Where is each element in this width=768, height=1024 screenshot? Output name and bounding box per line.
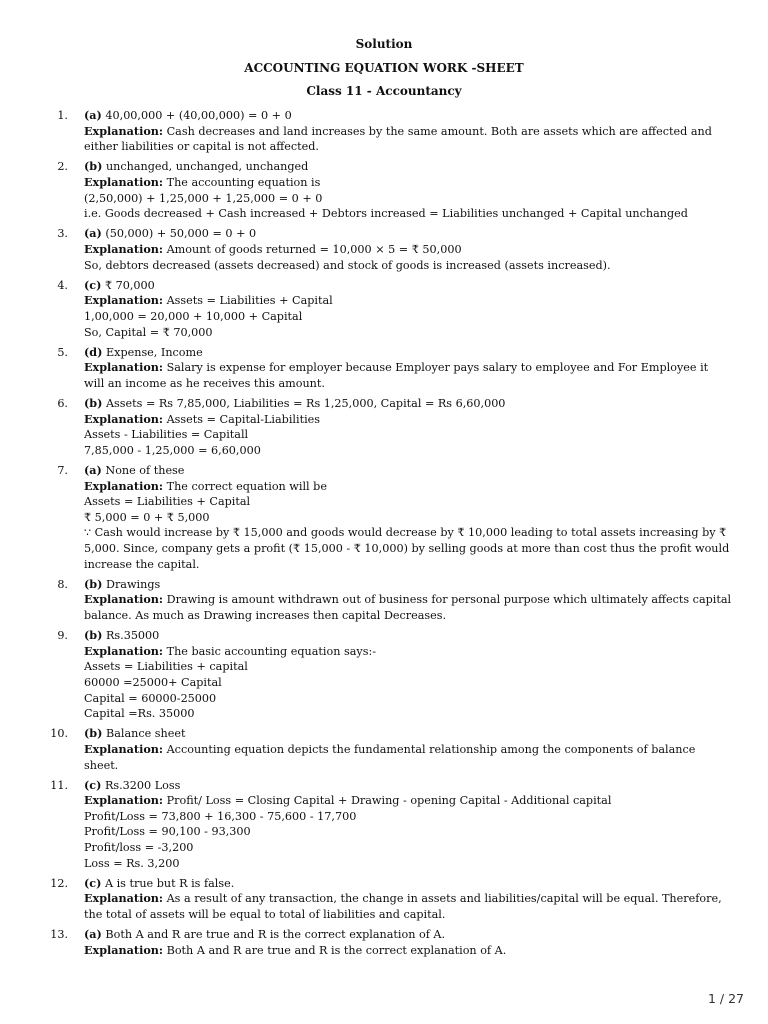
item-number: 9. [57,629,68,643]
explanation-line [84,659,732,675]
bold-label: Explanation: [84,478,164,493]
bold-label: Explanation: [84,360,164,375]
explanation-line [84,856,732,872]
explanation-line [84,443,732,459]
explanation-line [84,175,732,191]
explanation-line [84,840,732,856]
line-text: unchanged, unchanged, unchanged [102,160,309,174]
explanation-line [84,510,732,526]
bold-label: (b) [84,159,103,174]
answer-line [84,726,732,742]
explanation-line [84,191,732,207]
line-text: So, Capital = ₹ 70,000 [84,325,213,339]
bold-label: (a) [84,108,102,122]
explanation-line [84,691,732,707]
line-text: Assets = Liabilities + Capital [84,495,251,509]
answer-line [84,159,732,175]
answer-line [84,778,732,794]
explanation-line [84,891,732,922]
line-text: Assets = Liabilities + capital [84,660,248,674]
line-text: ₹ 70,000 [101,278,155,292]
line-text: Salary is expense for employer because Employer pays salary to employee and For Employee it will an income as he receives this amount. [84,361,709,390]
item-number: 7. [57,464,68,478]
line-text: ∵ Cash would increase by ₹ 15,000 and goods would decrease by ₹ 10,000 leading to total assets increasing by ₹ 5,000. Since, company gets a profit (₹ 15,000 - ₹ 10,000) by selling goods at more than cost thus the profit would increase the capital. [84,526,730,571]
list-item [0,278,768,340]
list-item [0,876,768,923]
line-text: 7,85,000 - 1,25,000 = 6,60,000 [84,443,261,457]
answer-line [84,577,732,593]
bold-label: (b) [84,628,103,643]
line-text: Rs.35000 [102,629,160,643]
answer-line [84,226,732,242]
item-number: 6. [57,397,68,411]
line-text: Capital =Rs. 35000 [84,707,195,721]
line-text: So, debtors decreased (assets decreased) and stock of goods is increased (assets increased). [84,258,611,272]
line-text: i.e. Goods decreased + Cash increased + Debtors increased = Liabilities unchanged + Capital unchanged [84,207,688,221]
explanation-line [84,824,732,840]
list-item [0,577,768,624]
list-item [0,226,768,273]
explanation-line [84,943,732,959]
line-text: ₹ 5,000 = 0 + ₹ 5,000 [84,510,210,524]
bold-label: Explanation: [84,592,164,607]
answer-line [84,396,732,412]
bold-label: (c) [84,277,102,292]
list-item [0,927,768,958]
line-text: 1,00,000 = 20,000 + 10,000 + Capital [84,309,303,323]
line-text: Assets = Rs 7,85,000, Liabilities = Rs 1,25,000, Capital = Rs 6,60,000 [102,397,506,411]
bold-label: Explanation: [84,293,164,308]
explanation-line [84,412,732,428]
bold-label: (b) [84,576,103,591]
bold-label: Explanation: [84,942,164,957]
explanation-line [84,809,732,825]
item-number: 8. [57,577,68,591]
explanation-line [84,793,732,809]
bold-label: Explanation: [84,411,164,426]
line-text: (2,50,000) + 1,25,000 + 1,25,000 = 0 + 0 [84,191,323,205]
line-text: The basic accounting equation says:- [163,644,377,658]
page-number: 1 / 27 [707,991,744,1006]
answer-line [84,628,732,644]
item-number: 1. [57,109,68,122]
explanation-line [84,592,732,623]
bold-label: (b) [84,396,103,411]
answer-line [84,278,732,294]
item-number: 12. [50,876,68,890]
line-text: Assets = Capital-Liabilities [163,412,321,426]
explanation-line [84,242,732,258]
line-text: Rs.3200 Loss [101,778,181,792]
explanation-line [84,293,732,309]
solution-heading: Solution [355,37,413,51]
bold-label: (a) [84,463,102,478]
bold-label: Explanation: [84,741,164,756]
explanation-line [84,706,732,722]
bold-label: (c) [84,875,102,890]
item-number: 5. [57,345,68,359]
explanation-line [84,644,732,660]
answer-line [84,345,732,361]
line-text: Both A and R are true and R is the correct explanation of A. [163,943,507,957]
bold-label: (c) [84,777,102,792]
item-number: 10. [50,727,68,741]
line-text: (50,000) + 50,000 = 0 + 0 [101,227,257,241]
list-item [0,778,768,872]
explanation-line [84,494,732,510]
line-text: Capital = 60000-25000 [84,691,217,705]
explanation-line [84,427,732,443]
line-text: Profit/loss = -3,200 [84,841,194,855]
explanation-line [84,258,732,274]
list-item [0,396,768,458]
bold-label: (d) [84,344,103,359]
explanation-line [84,124,732,155]
bold-label: (a) [84,226,102,241]
item-number: 3. [57,227,68,241]
line-text: Accounting equation depicts the fundamental relationship among the components of balance sheet. [84,742,696,772]
explanation-line [84,525,732,572]
explanation-line [84,325,732,341]
line-text: Both A and R are true and R is the correct explanation of A. [101,928,446,942]
bold-label: Explanation: [84,174,164,189]
bold-label: Explanation: [84,643,164,658]
line-text: 60000 =25000+ Capital [84,675,222,689]
bold-label: Explanation: [84,793,164,808]
line-text: Assets - Liabilities = Capitall [84,428,249,442]
line-text: Balance sheet [102,727,186,741]
line-text: As a result of any transaction, the change in assets and liabilities/capital will be equal. Therefore, the total of assets will be equal to total of liabilities and capital. [84,892,722,922]
list-item [0,628,768,722]
line-text: Profit/Loss = 90,100 - 93,300 [84,825,251,839]
line-text: Drawing is amount withdrawn out of business for personal purpose which ultimately affects capital balance. As much as Drawing increases then capital Decreases. [84,593,732,622]
bold-label: Explanation: [84,241,164,256]
line-text: Expense, Income [102,345,203,359]
list-item [0,159,768,221]
item-number: 13. [50,928,68,942]
line-text: Loss = Rs. 3,200 [84,856,180,870]
answer-line [84,108,732,124]
answer-line [84,927,732,943]
explanation-line [84,309,732,325]
item-number: 11. [50,778,68,792]
line-text: Profit/ Loss = Closing Capital + Drawing - opening Capital - Additional capital [163,794,612,808]
explanation-line [84,742,732,773]
list-item [0,345,768,392]
item-number: 4. [57,278,68,292]
list-item [0,463,768,572]
bold-label: Explanation: [84,891,164,906]
line-text: The accounting equation is [163,175,321,189]
line-text: None of these [101,464,185,478]
line-text: Cash decreases and land increases by the same amount. Both are assets which are affected and either liabilities or capital is not affected. [84,124,712,154]
line-text: Amount of goods returned = 10,000 × 5 = ₹ 50,000 [163,242,462,256]
explanation-line [84,479,732,495]
explanation-line [84,675,732,691]
line-text: 40,00,000 + (40,00,000) = 0 + 0 [101,109,292,122]
item-number: 2. [57,160,68,174]
line-text: The correct equation will be [163,479,327,493]
answer-line [84,876,732,892]
bold-label: Explanation: [84,123,164,138]
worksheet-title: ACCOUNTING EQUATION WORK -SHEET [244,61,524,75]
list-item [0,726,768,773]
class-subtitle: Class 11 - Accountancy [306,84,462,98]
line-text: Profit/Loss = 73,800 + 16,300 - 75,600 - 17,700 [84,809,357,823]
explanation-line [84,360,732,391]
bold-label: (b) [84,726,103,741]
line-text: A is true but R is false. [101,876,235,890]
answer-line [84,463,732,479]
line-text: Drawings [102,577,161,591]
explanation-line [84,206,732,222]
answer-list [0,108,768,963]
bold-label: (a) [84,927,102,942]
list-item [0,108,768,155]
line-text: Assets = Liabilities + Capital [163,294,333,308]
